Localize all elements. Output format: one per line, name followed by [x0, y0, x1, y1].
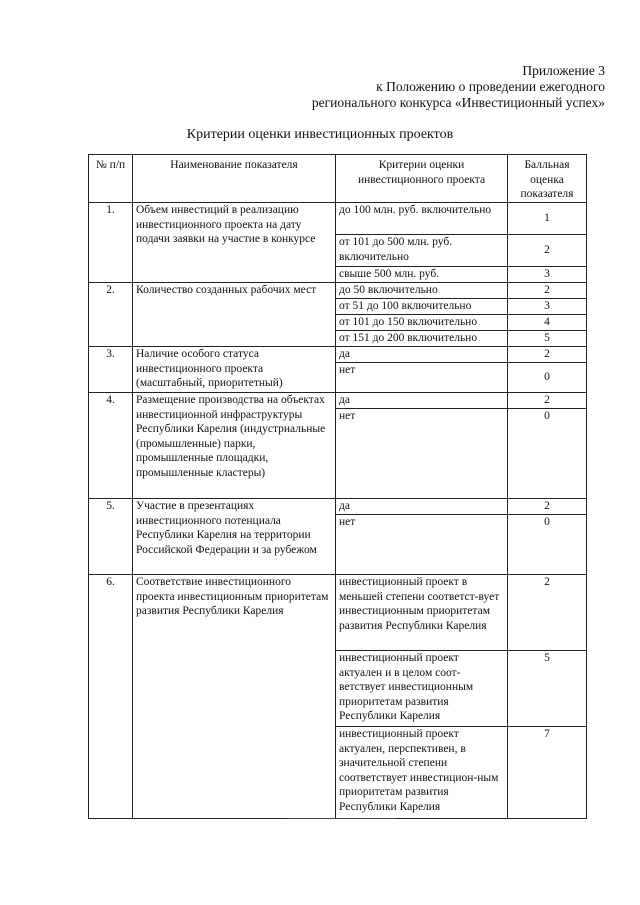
appendix-line-1: Приложение 3 — [522, 63, 605, 78]
criteria-cell: да — [336, 347, 508, 363]
score-cell: 0 — [508, 363, 587, 393]
score-cell: 0 — [508, 515, 587, 575]
criteria-cell: свыше 500 млн. руб. — [336, 267, 508, 283]
score-cell: 1 — [508, 203, 587, 235]
row-number: 6. — [89, 575, 133, 819]
header-score: Балльная оценка показателя — [508, 155, 587, 203]
criteria-cell: нет — [336, 409, 508, 499]
table-row — [89, 499, 587, 515]
footer-divider — [287, 818, 397, 819]
score-cell: 3 — [508, 267, 587, 283]
score-cell: 7 — [508, 727, 587, 819]
score-cell: 2 — [508, 575, 587, 651]
criteria-cell: от 101 до 150 включительно — [336, 315, 508, 331]
indicator-name: Размещение производства на объектах инвестиционной инфраструктуры Республики Карелия (индустриальные (промышленные) парки, промышленные площадки, промышленные кластеры) — [133, 393, 336, 499]
row-number: 3. — [89, 347, 133, 393]
table-row — [89, 203, 587, 235]
indicator-name: Наличие особого статуса инвестиционного проекта (масштабный, приоритетный) — [133, 347, 336, 393]
score-cell: 2 — [508, 235, 587, 267]
indicator-name: Соответствие инвестиционного проекта инвестиционным приоритетам развития Республики Карелия — [133, 575, 336, 819]
header-name: Наименование показателя — [133, 155, 336, 203]
appendix-line-3: регионального конкурса «Инвестиционный успех» — [311, 95, 605, 110]
score-cell: 2 — [508, 499, 587, 515]
table-row — [89, 575, 587, 651]
table-row — [89, 393, 587, 409]
criteria-cell: да — [336, 499, 508, 515]
criteria-cell: инвестиционный проект актуален и в целом соот-ветствует инвестиционным приоритетам развития Республики Карелия — [336, 651, 508, 727]
header-num: № п/п — [89, 155, 133, 203]
indicator-name: Участие в презентациях инвестиционного потенциала Республики Карелия на территории Российской Федерации и за рубежом — [133, 499, 336, 575]
criteria-cell: да — [336, 393, 508, 409]
score-cell: 0 — [508, 409, 587, 499]
score-cell: 2 — [508, 347, 587, 363]
indicator-name: Количество созданных рабочих мест — [133, 283, 336, 347]
criteria-cell: от 151 до 200 включительно — [336, 331, 508, 347]
criteria-cell: от 51 до 100 включительно — [336, 299, 508, 315]
header-row — [89, 155, 587, 203]
criteria-cell: до 50 включительно — [336, 283, 508, 299]
criteria-cell: нет — [336, 363, 508, 393]
indicator-name: Объем инвестиций в реализацию инвестиционного проекта на дату подачи заявки на участие в конкурсе — [133, 203, 336, 283]
row-number: 4. — [89, 393, 133, 499]
score-cell: 2 — [508, 393, 587, 409]
row-number: 5. — [89, 499, 133, 575]
score-cell: 4 — [508, 315, 587, 331]
table-row — [89, 283, 587, 299]
criteria-cell: до 100 млн. руб. включительно — [336, 203, 508, 235]
score-cell: 2 — [508, 283, 587, 299]
criteria-cell: от 101 до 500 млн. руб. включительно — [336, 235, 508, 267]
appendix-line-2: к Положению о проведении ежегодного — [376, 79, 605, 94]
criteria-cell: инвестиционный проект в меньшей степени соответст-вует инвестиционным приоритетам развития Республики Карелия — [336, 575, 508, 651]
score-cell: 3 — [508, 299, 587, 315]
document-title: Критерии оценки инвестиционных проектов — [186, 127, 454, 142]
header-criteria: Критерии оценки инвестиционного проекта — [336, 155, 508, 203]
criteria-table — [88, 154, 587, 819]
criteria-cell: нет — [336, 515, 508, 575]
row-number: 2. — [89, 283, 133, 347]
criteria-cell: инвестиционный проект актуален, перспективен, в значительной степени соответствует инвестицион-ным приоритетам развития Республики Карелия — [336, 727, 508, 819]
score-cell: 5 — [508, 651, 587, 727]
row-number: 1. — [89, 203, 133, 283]
appendix-header — [185, 63, 605, 111]
table-row — [89, 347, 587, 363]
score-cell: 5 — [508, 331, 587, 347]
